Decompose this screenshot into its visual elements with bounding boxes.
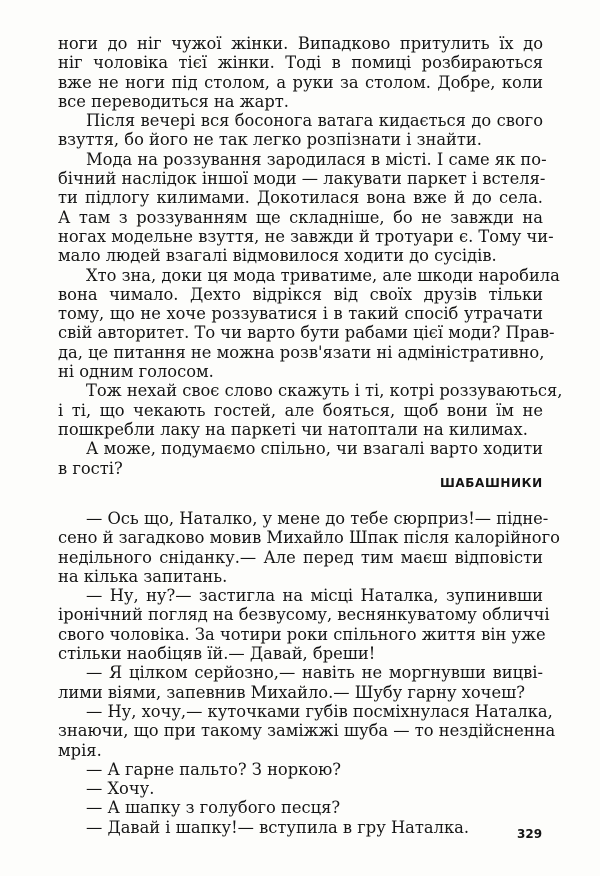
text-line: ніг чоловіка тієї жінки. Тоді в помиці розбираються [58, 53, 543, 73]
paragraph [58, 34, 543, 111]
text-block-story [58, 509, 560, 837]
text-line: Тож нехай своє слово скажуть і ті, котрі роззуваються, [86, 381, 563, 401]
text-line: і ті, що чекають гостей, але бояться, щоб вони їм не [58, 400, 543, 420]
text-line: ні одним голосом. [58, 362, 214, 382]
text-line: на кілька запитань. [58, 566, 228, 586]
text-line: бічний наслідок іншої моди — лакувати паркет і встеля- [58, 169, 546, 189]
text-line: — А гарне пальто? З норкою? [86, 759, 342, 779]
text-line: — Ось що, Наталко, у мене до тебе сюрприз!— підне- [86, 509, 549, 528]
text-line: — А шапку з голубого песця? [86, 798, 341, 818]
paragraph [58, 265, 560, 382]
paragraph [58, 586, 550, 664]
text-line: знаючи, що при такому заміжжі шуба — то нездійсненна [58, 721, 556, 741]
paragraph [58, 111, 543, 150]
paragraph [58, 818, 543, 837]
text-line: — Ну, ну?— застигла на місці Наталка, зупинивши [86, 586, 543, 606]
text-line: А може, подумаємо спільно, чи взагалі варто ходити [86, 439, 543, 459]
text-line: Після вечері вся босонога ватага кидається до свого [86, 111, 543, 131]
paragraph [58, 760, 543, 779]
text-line: ногах модельне взуття, не завжди й тротуари є. Тому чи- [58, 226, 554, 246]
text-line: в гості? [58, 458, 123, 478]
text-line: все переводиться на жарт. [58, 91, 289, 111]
text-line: вона чимало. Дехто відрікся від своїх друзів тільки [58, 284, 543, 304]
paragraph [58, 439, 543, 478]
text-line: мрія. [58, 740, 102, 760]
paragraph [58, 701, 556, 760]
text-line: мало людей взагалі відмовилося ходити до сусідів. [58, 246, 497, 266]
text-line: недільного сніданку.— Але перед тим маєш відповісти [58, 547, 543, 567]
text-line: А там з роззуванням ще складніше, бо не завжди на [58, 207, 543, 227]
text-line: ноги до ніг чужої жінки. Випадково притулить їх до [58, 34, 543, 53]
text-line: стільки наобіцяв їй.— Давай, бреши! [58, 644, 376, 664]
paragraph [58, 663, 543, 702]
paragraph [58, 149, 554, 266]
text-line: ти підлогу килимами. Докотилася вона вже й до села. [58, 188, 543, 208]
text-line: взуття, бо його не так легко розпізнати і знайти. [58, 130, 482, 150]
text-line: лими віями, запевнив Михайло.— Шубу гарну хочеш? [58, 682, 525, 702]
story-title: ШАБАШНИКИ [440, 476, 543, 490]
text-line: — Хочу. [86, 779, 155, 799]
text-line: — Давай і шапку!— вступила в гру Наталка. [86, 817, 469, 837]
paragraph [58, 509, 560, 586]
text-block-top [58, 34, 563, 478]
text-line: Хто зна, доки ця мода триватиме, але шкоди наробила [86, 265, 560, 285]
paragraph [58, 381, 563, 439]
text-line: іронічний погляд на безвусому, веснянкуватому обличчі [58, 605, 550, 625]
paragraph [58, 779, 543, 798]
text-line: свого чоловіка. За чотири роки спільного життя він уже [58, 624, 546, 644]
text-line: Мода на роззування зародилася в місті. І саме як по- [86, 149, 547, 169]
text-line: тому, що не хоче роззуватися і в такий спосіб утрачати [58, 304, 543, 324]
text-line: пошкребли лаку на паркеті чи натоптали на килимах. [58, 419, 528, 439]
text-line: свій авторитет. То чи варто бути рабами цієї моди? Прав- [58, 323, 555, 343]
page-number: 329 [517, 827, 543, 841]
paragraph [58, 798, 543, 817]
text-line: да, це питання не можна розв'язати ні адміністративно, [58, 342, 545, 362]
text-line: — Я цілком серйозно,— навіть не моргнувши вицві- [86, 663, 543, 683]
text-line: сено й загадково мовив Михайло Шпак після калорійного [58, 528, 560, 548]
text-line: вже не ноги під столом, а руки за столом. Добре, коли [58, 72, 543, 92]
text-line: — Ну, хочу,— куточками губів посміхнулася Наталка, [86, 701, 553, 721]
